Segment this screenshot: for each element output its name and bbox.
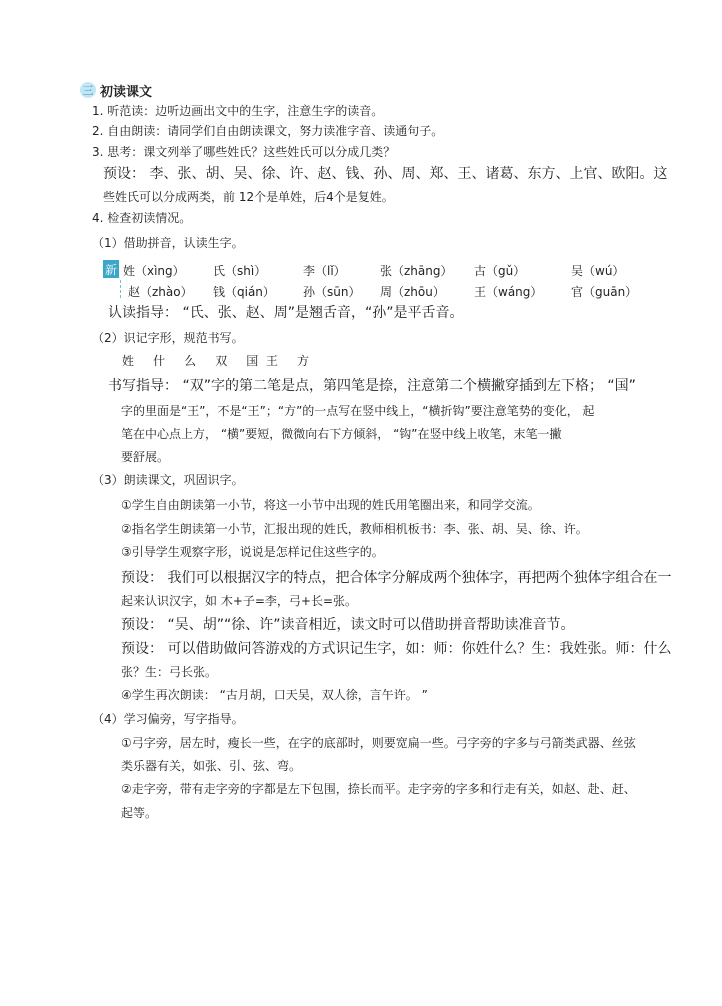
pinyin-r1-c5: 古（gǔ） <box>474 264 526 278</box>
pinyin-r1-c4: 张（zhāng） <box>380 264 453 278</box>
pinyin-r2-c4: 周（zhōu） <box>380 285 445 299</box>
pinyin-r2-c1: 赵（zhào） <box>128 285 193 299</box>
sub3-step-4: ④学生再次朗读： “古月胡，口天吴，双人徐，言午许。 ” <box>121 688 428 702</box>
preset-3: 预设： “吴、胡”“徐、许”读音相近，读文时可以借助拼音帮助读准音节。 <box>121 617 575 633</box>
pinyin-r2-c2: 钱（qián） <box>213 285 275 299</box>
characters-line: 姓 什 么 双 国 王 方 <box>122 354 309 368</box>
sub4-line-1: ①弓字旁，居左时，瘦长一些，在字的底部时，则要宽扁一些。弓字旁的字多与弓箭类武器、丝弦 <box>121 736 636 750</box>
writing-guide-line-2: 字的里面是“王”，不是“王”；“方”的一点写在竖中线上，“横折钩”要注意笔势的变化， 起 <box>121 404 595 418</box>
sub-heading-3: （3）朗读课文，巩固识字。 <box>92 473 244 487</box>
pinyin-r2-c5: 王（wáng） <box>474 285 543 299</box>
sub-heading-4: （4）学习偏旁，写字指导。 <box>92 712 244 726</box>
card-divider <box>120 280 121 298</box>
pinyin-r1-c6: 吴（wú） <box>571 264 625 278</box>
reading-guide: 认读指导： “氏、张、赵、周”是翘舌音，“孙”是平舌音。 <box>108 305 464 321</box>
preset-2-line-1: 预设： 我们可以根据汉字的特点，把合体字分解成两个独体字，再把两个独体字组合在一 <box>121 570 672 586</box>
sub4-line-3: ②走字旁，带有走字旁的字都是左下包围，捺长而平。走字旁的字多和行走有关，如赵、赴、赶、 <box>121 782 636 796</box>
pinyin-r1-c2: 氏（shì） <box>213 264 267 278</box>
pinyin-r1-c3: 李（lǐ） <box>303 264 346 278</box>
item-2: 2. 自由朗读：请同学们自由朗读课文，努力读准字音、读通句子。 <box>92 124 444 138</box>
writing-guide-line-4: 要舒展。 <box>121 450 170 464</box>
pinyin-r2-c6: 官（guān） <box>571 285 638 299</box>
item-1: 1. 听范读：边听边画出文中的生字，注意生字的读音。 <box>92 104 384 118</box>
preset-1-line-2: 些姓氏可以分成两类，前 12个是单姓，后4个是复姓。 <box>103 190 394 204</box>
sub-heading-2: （2）识记字形，规范书写。 <box>92 331 244 345</box>
preset-4-line-1: 预设： 可以借助做问答游戏的方式识记生字，如：师：你姓什么？生：我姓张。师：什么 <box>121 641 672 657</box>
sub4-line-2: 类乐器有关，如张、引、弦、弯。 <box>121 759 302 773</box>
sub4-line-4: 起等。 <box>121 806 158 820</box>
item-4: 4. 检查初读情况。 <box>92 211 192 225</box>
section-number-badge: 三 <box>80 82 96 98</box>
sub3-step-2: ②指名学生朗读第一小节，汇报出现的姓氏，教师相机板书：李、张、胡、吴、徐、许。 <box>121 522 588 536</box>
sub3-step-3: ③引导学生观察字形，说说是怎样记住这些字的。 <box>121 545 384 559</box>
pinyin-r2-c3: 孙（sūn） <box>303 285 361 299</box>
section-title: 初读课文 <box>100 84 153 100</box>
section-header <box>80 81 152 99</box>
pinyin-r1-c1: 姓（xìng） <box>123 264 185 278</box>
writing-guide-line-1: 书写指导： “双”字的第二笔是点，第四笔是捺，注意第二个横撇穿插到左下格； “国” <box>108 378 636 394</box>
preset-2-line-2: 起来认识汉字，如 木+子=李，弓+长=张。 <box>121 594 358 608</box>
preset-4-line-2: 张？生：弓长张。 <box>121 665 218 679</box>
sub3-step-1: ①学生自由朗读第一小节，将这一小节中出现的姓氏用笔圈出来，和同学交流。 <box>121 498 540 512</box>
new-characters-icon: 新 <box>103 260 119 278</box>
item-3: 3. 思考：课文列举了哪些姓氏？这些姓氏可以分成几类？ <box>92 145 396 159</box>
preset-1-line-1: 预设： 李、张、胡、吴、徐、许、赵、钱、孙、周、郑、王、诸葛、东方、上官、欧阳。这 <box>103 166 668 182</box>
writing-guide-line-3: 笔在中心点上方， “横”要短，微微向右下方倾斜， “钩”在竖中线上收笔，末笔一撇 <box>121 427 562 441</box>
sub-heading-1: （1）借助拼音，认读生字。 <box>92 236 244 250</box>
